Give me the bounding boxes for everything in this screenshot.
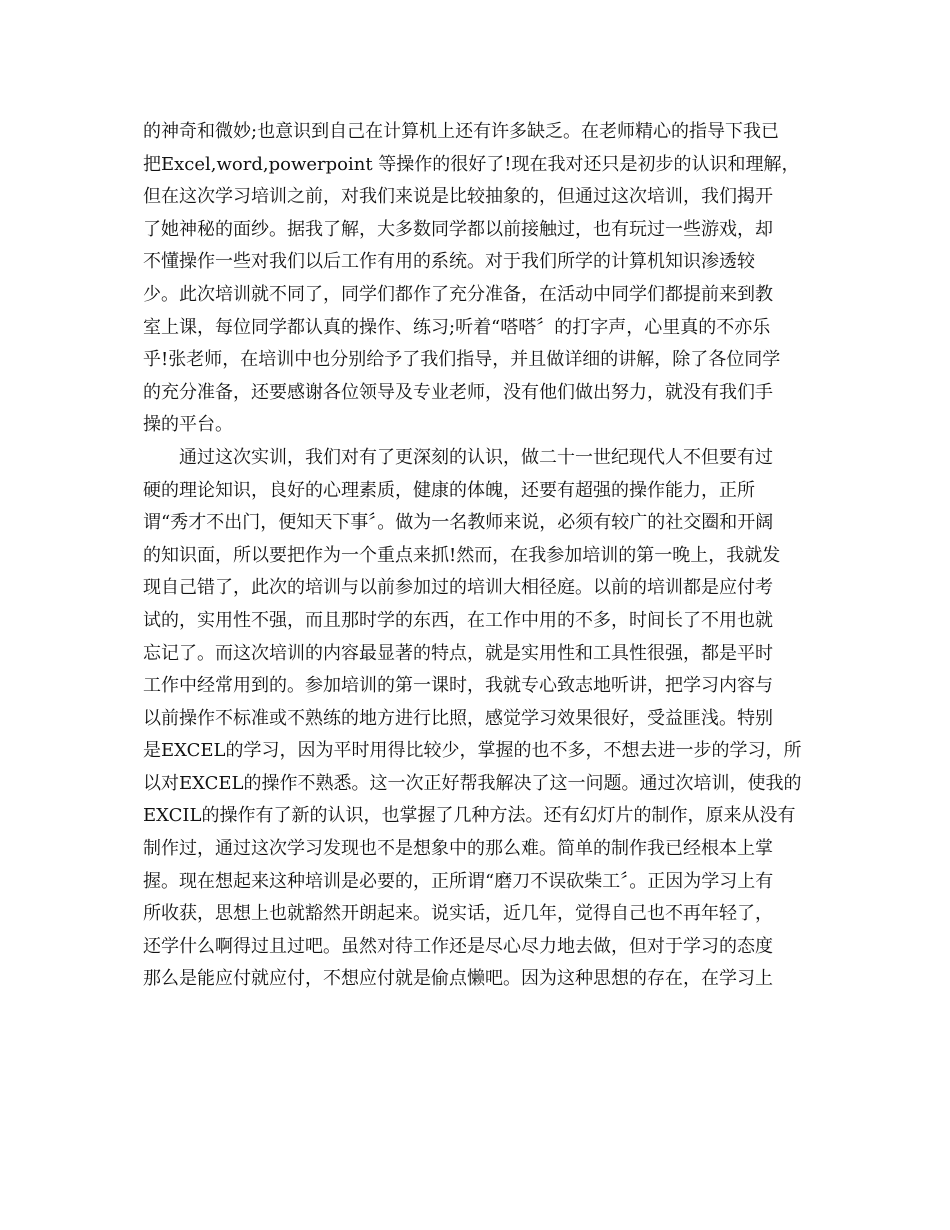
text-line: EXCIL的操作有了新的认识，也掌握了几种方法。还有幻灯片的制作，原来从没有: [143, 805, 796, 827]
text-line: 所收获，思想上也就豁然开朗起来。说实话，近几年，觉得自己也不再年轻了，: [143, 903, 773, 925]
text-line: 少。此次培训就不同了，同学们都作了充分准备，在活动中同学们都提前来到教: [143, 283, 773, 305]
text-line: 乎!张老师，在培训中也分别给予了我们指导，并且做详细的讲解，除了各位同学: [143, 349, 781, 371]
text-line: 以对EXCEL的操作不熟悉。这一次正好帮我解决了这一问题。通过次培训，使我的: [143, 772, 802, 794]
text-line: 握。现在想起来这种培训是必要的，正所谓“磨刀不误砍柴工〞。正因为学习上有: [143, 870, 774, 892]
paragraph-2: [143, 442, 823, 996]
text-line: 制作过，通过这次学习发现也不是想象中的那么难。简单的制作我已经根本上掌: [143, 838, 773, 860]
text-line: 通过这次实训，我们对有了更深刻的认识，做二十一世纪现代人不但要有过: [179, 446, 773, 468]
text-line: 的充分准备，还要感谢各位领导及专业老师，没有他们做出努力，就没有我们手: [143, 381, 773, 403]
text-line: 的知识面，所以要把作为一个重点来抓!然而，在我参加培训的第一晚上，我就发: [143, 544, 781, 566]
text-line: 硬的理论知识，良好的心理素质，健康的体魄，还要有超强的操作能力，正所: [143, 479, 755, 501]
text-line: 忘记了。而这次培训的内容最显著的特点，就是实用性和工具性很强，都是平时: [143, 642, 773, 664]
text-line: 还学什么啊得过且过吧。虽然对待工作还是尽心尽力地去做，但对于学习的态度: [143, 935, 773, 957]
text-line: 了她神秘的面纱。据我了解，大多数同学都以前接触过，也有玩过一些游戏，却: [143, 218, 773, 240]
text-line: 把Excel,word,powerpoint 等操作的很好了!现在我对还只是初步的认识和理解，: [143, 153, 800, 175]
text-line: 试的，实用性不强，而且那时学的东西，在工作中用的不多，时间长了不用也就: [143, 609, 773, 631]
text-line: 是EXCEL的学习，因为平时用得比较少，掌握的也不多，不想去进一步的学习，所: [143, 740, 802, 762]
text-line: 工作中经常用到的。参加培训的第一课时，我就专心致志地听讲，把学习内容与: [143, 675, 773, 697]
text-line: 的神奇和微妙;也意识到自己在计算机上还有许多缺乏。在老师精心的指导下我已: [143, 121, 780, 142]
text-line: 以前操作不标准或不熟练的地方进行比照，感觉学习效果很好，受益匪浅。特别: [143, 707, 773, 729]
text-line: 现自己错了，此次的培训与以前参加过的培训大相径庭。以前的培训都是应付考: [143, 577, 773, 599]
paragraph-1: [143, 116, 823, 442]
text-line: 但在这次学习培训之前，对我们来说是比较抽象的，但通过这次培训，我们揭开: [143, 186, 773, 208]
text-line: 操的平台。: [143, 414, 233, 436]
text-line: 那么是能应付就应付，不想应付就是偷点懒吧。因为这种思想的存在，在学习上: [143, 968, 773, 990]
text-line: 不懂操作一些对我们以后工作有用的系统。对于我们所学的计算机知识渗透较: [143, 251, 755, 273]
body-text: [143, 116, 823, 996]
text-line: 室上课，每位同学都认真的操作、练习;听着“嗒嗒〞的打字声，心里真的不亦乐: [143, 316, 771, 338]
text-line: 谓“秀才不出门，便知天下事〞。做为一名教师来说，必须有较广的社交圈和开阔: [143, 512, 774, 534]
